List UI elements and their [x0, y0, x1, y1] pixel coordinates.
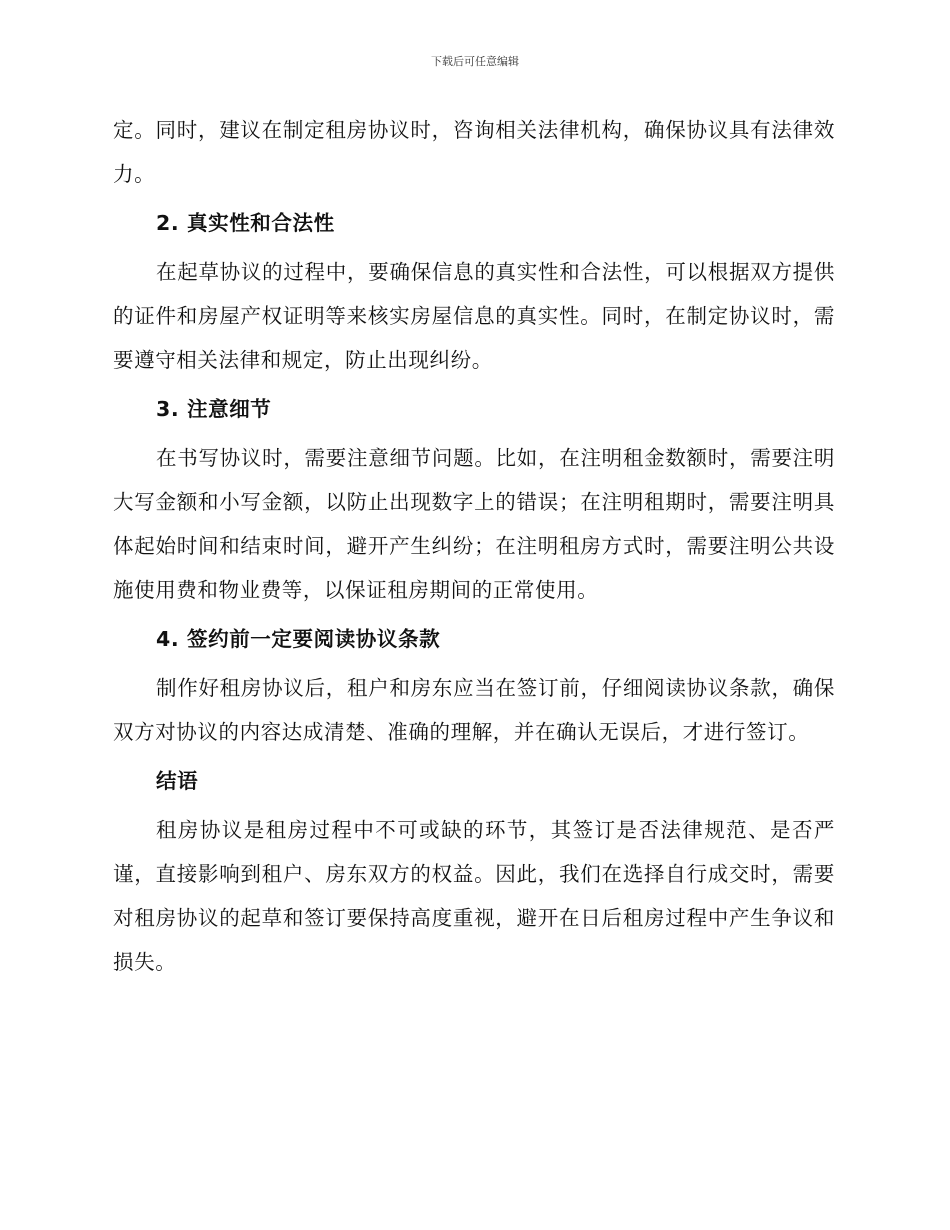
paragraph-read-terms: 制作好租房协议后，租户和房东应当在签订前，仔细阅读协议条款，确保双方对协议的内容达成清楚、准确的理解，并在确认无误后，才进行签订。: [113, 676, 835, 744]
paragraph-conclusion: 租房协议是租房过程中不可或缺的环节，其签订是否法律规范、是否严谨，直接影响到租户、房东双方的权益。因此，我们在选择自行成交时，需要对租房协议的起草和签订要保持高度重视，避开在日后租房过程中产生争议和损失。: [113, 818, 835, 974]
page-header: 下载后可任意编辑: [431, 55, 519, 68]
document-body: [113, 108, 835, 984]
section-heading-authenticity-legality: 2. 真实性和合法性: [156, 211, 335, 235]
paragraph-continued: 定。同时，建议在制定租房协议时，咨询相关法律机构，确保协议具有法律效力。: [113, 118, 835, 186]
section-heading-conclusion: 结语: [156, 769, 199, 793]
paragraph-details: 在书写协议时，需要注意细节问题。比如，在注明租金数额时，需要注明大写金额和小写金额，以防止出现数字上的错误；在注明租期时，需要注明具体起始时间和结束时间，避开产生纠纷；在注明租房方式时，需要注明公共设施使用费和物业费等，以保证租房期间的正常使用。: [113, 446, 835, 602]
section-heading-read-terms: 4. 签约前一定要阅读协议条款: [156, 627, 441, 651]
paragraph-authenticity-legality: 在起草协议的过程中，要确保信息的真实性和合法性，可以根据双方提供的证件和房屋产权证明等来核实房屋信息的真实性。同时，在制定协议时，需要遵守相关法律和规定，防止出现纠纷。: [113, 260, 835, 372]
section-heading-details: 3. 注意细节: [156, 397, 272, 421]
